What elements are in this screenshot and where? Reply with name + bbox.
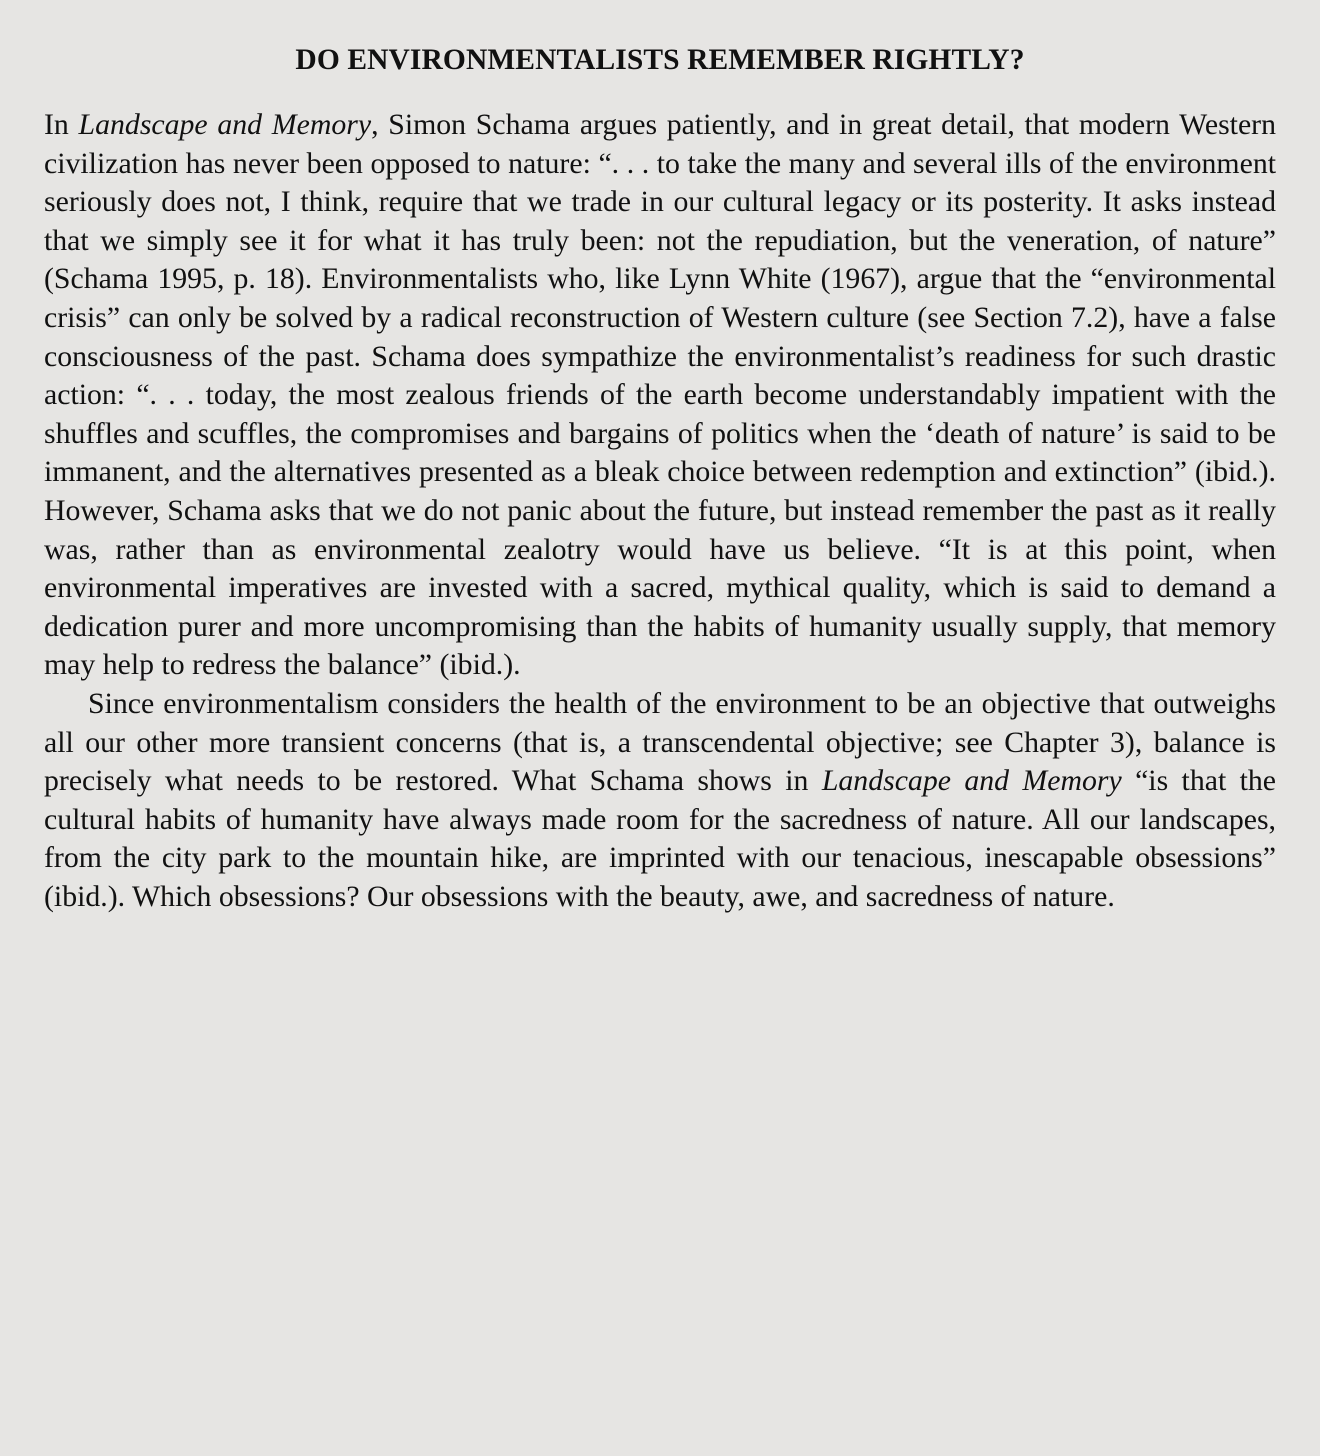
body-text	[44, 106, 1276, 916]
paragraph-1	[44, 106, 1276, 685]
section-heading: DO ENVIRONMENTALISTS REMEMBER RIGHTLY?	[295, 44, 1025, 76]
paragraph-2-text: Since environmentalism considers the health of the environment to be an objective that outweighs all our other more transient concerns (that is, a transcendental objective; see Chapter 3), balance is precisely what needs to be restored. What Schama shows in	[44, 686, 1276, 798]
paragraph-1-text-continued: , Simon Schama argues patiently, and in great detail, that modern Western civilization has never been opposed to nature: “. . . to take the many and several ills of the environment seriously does not, I think, require that we trade in our cultural legacy or its posterity. It asks instead that we simply see it for what it has truly been: not the repudiation, but the veneration, of nature” (Schama 1995, p. 18). Environmentalists who, like Lynn White (1967), argue that the “environmental crisis” can only be solved by a radical reconstruction of Western culture (see Section 7.2), have a false consciousness of the past. Schama does sympathize the environmentalist’s readiness for such drastic action: “. . . today, the most zealous friends of the earth become understandably impatient with the shuffles and scuffles, the compromises and bargains of politics when the ‘death of nature’ is said to be immanent, and the alternatives presented as a bleak choice between redemption and extinction” (ibid.). However, Schama asks that we do not panic about the future, but instead remember the past as it really was, rather than as environmental zealotry would have us believe. “It is at this point, when environmental imperatives are invested with a sacred, mythical quality, which is said to demand a dedication purer and more uncompromising than the habits of humanity usually supply, that memory may help to redress the balance” (ibid.).	[44, 108, 1276, 682]
paragraph-2	[44, 685, 1276, 917]
paragraph-2-text-continued: “is that the cultural habits of humanity have always made room for the sacredness of nature. All our landscapes, from the city park to the mountain hike, are imprinted with our tenacious, inescapable obsessions” (ibid.). Which obsessions? Our obsessions with the beauty, awe, and sacredness of nature.	[44, 764, 1277, 913]
book-title-italic: Landscape and Memory	[78, 108, 372, 141]
paragraph-1-text: In	[44, 108, 79, 141]
book-title-italic: Landscape and Memory	[821, 764, 1122, 798]
